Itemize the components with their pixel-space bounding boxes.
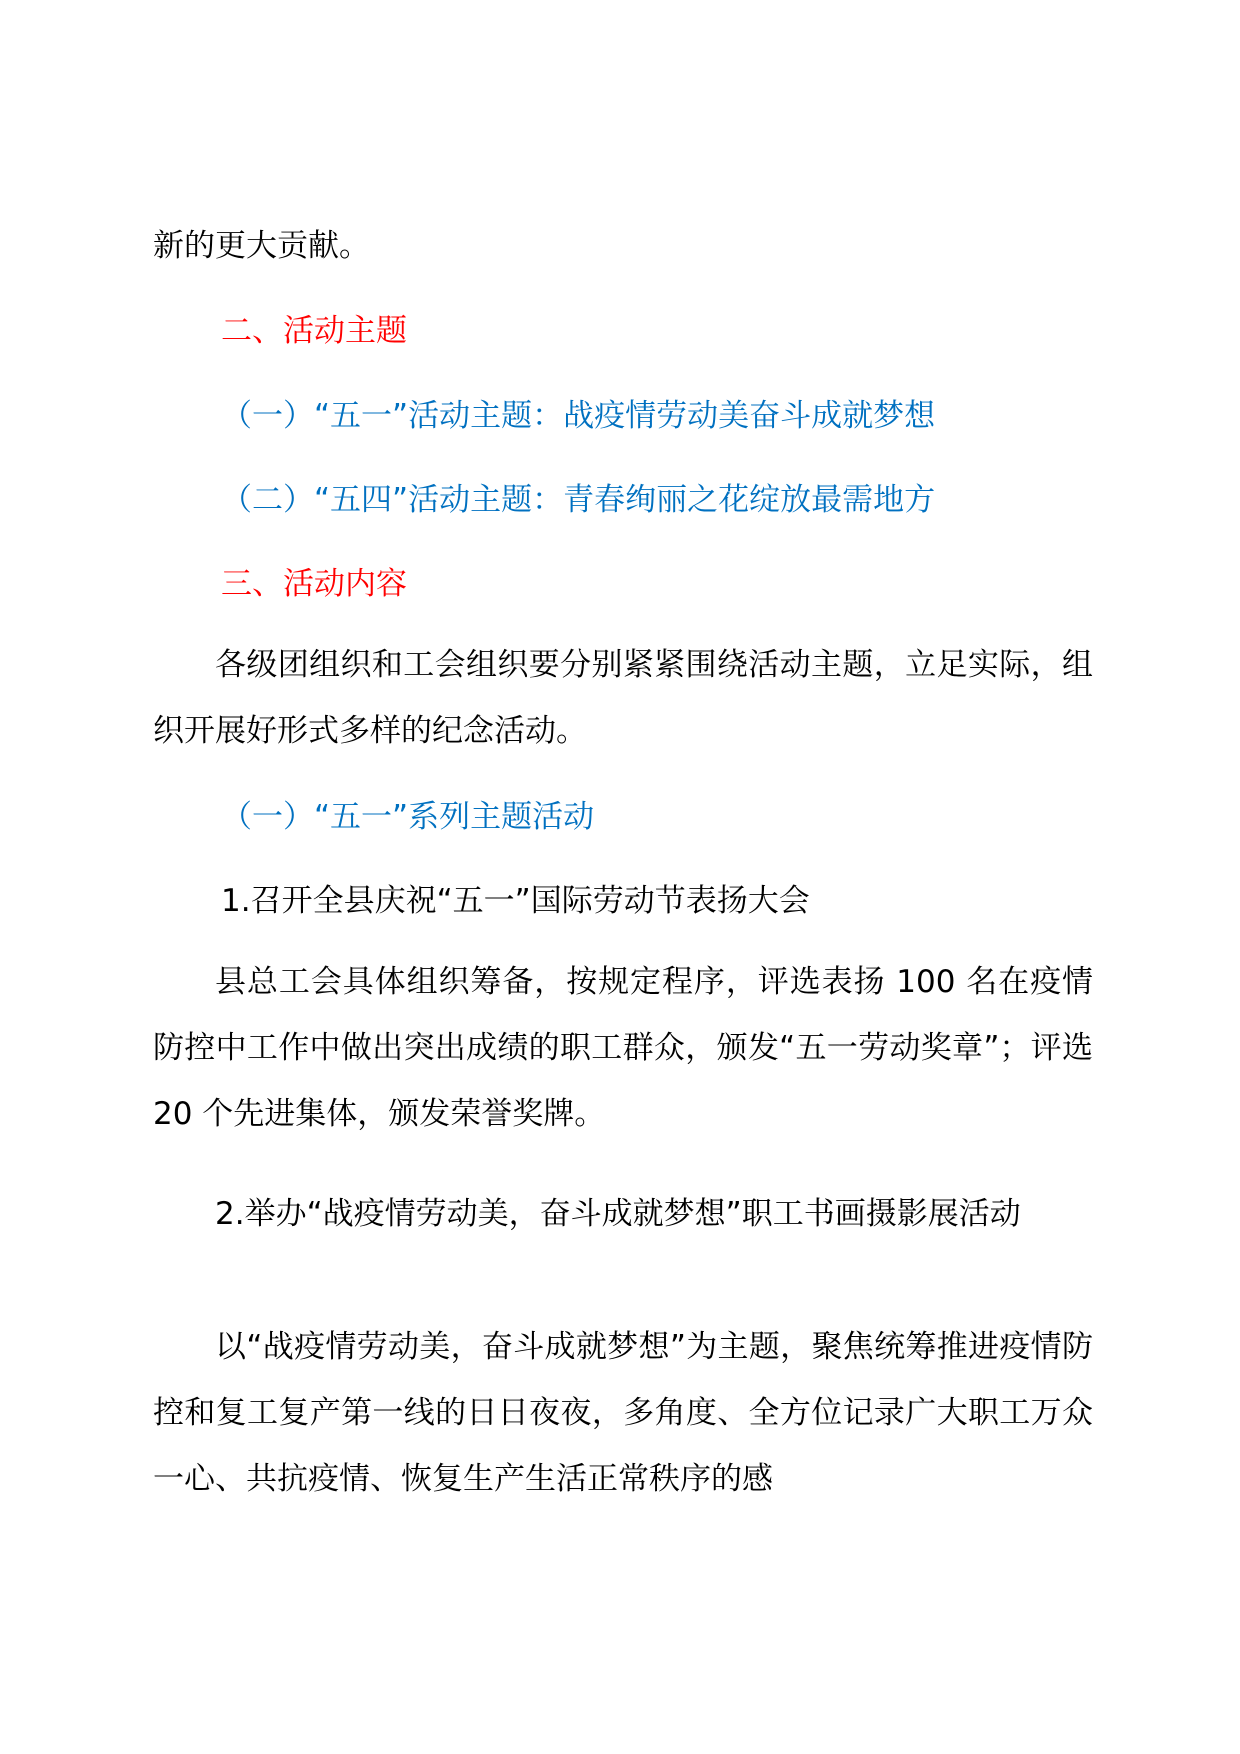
subheading-theme-may-first: （一）“五一”活动主题：战疫情劳动美奋斗成就梦想 — [221, 398, 936, 434]
item-1-title: 1.召开全县庆祝“五一”国际劳动节表扬大会 — [221, 883, 810, 919]
subheading-theme-may-fourth: （二）“五四”活动主题：青春绚丽之花绽放最需地方 — [221, 482, 936, 518]
heading-activity-theme: 二、活动主题 — [221, 313, 407, 349]
item-1-body: 县总工会具体组织筹备，按规定程序，评选表扬 100 名在疫情防控中工作中做出突出成绩的职工群众，颁发“五一劳动奖章”；评选 20 个先进集体，颁发荣誉奖牌。 — [153, 964, 1093, 1132]
item-2-body: 以“战疫情劳动美，奋斗成就梦想”为主题，聚焦统筹推进疫情防控和复工复产第一线的日日夜夜，多角度、全方位记录广大职工万众一心、共抗疫情、恢复生产生活正常秩序的感 — [153, 1329, 1093, 1497]
item-2-title: 2.举办“战疫情劳动美，奋斗成就梦想”职工书画摄影展活动 — [215, 1196, 1021, 1232]
heading-activity-content: 三、活动内容 — [221, 566, 407, 602]
paragraph-intro: 各级团组织和工会组织要分别紧紧围绕活动主题，立足实际，组织开展好形式多样的纪念活动。 — [153, 647, 1093, 749]
subheading-may-first-series: （一）“五一”系列主题活动 — [221, 799, 595, 835]
paragraph-continuation: 新的更大贡献。 — [153, 228, 370, 264]
